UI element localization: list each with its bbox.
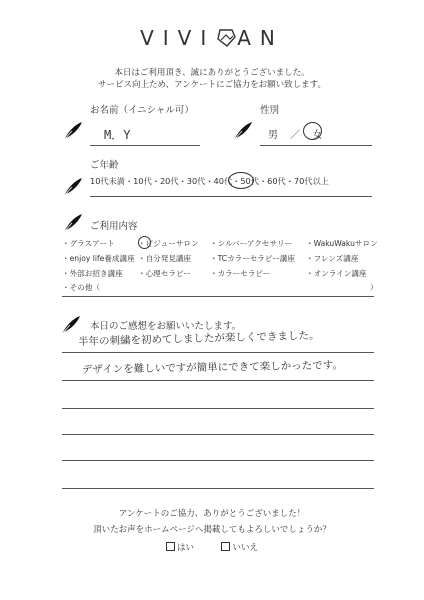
gender-male: 男 bbox=[268, 130, 278, 141]
name-value: M．Y bbox=[104, 128, 131, 142]
service-item: ・カラーセラピー bbox=[210, 269, 271, 278]
services-underline bbox=[62, 296, 374, 297]
gender-female: 女 bbox=[312, 130, 323, 141]
intro-line-2: サービス向上ため、アンケートにご協力をお願い致します。 bbox=[98, 80, 326, 90]
service-item: ・enjoy life養成講座 bbox=[62, 254, 135, 263]
service-other-close: ） bbox=[370, 283, 378, 292]
consent-no[interactable] bbox=[221, 543, 258, 553]
footer-line-2: 頂いたお声をホームページへ掲載してもよろしいでしょうか？ bbox=[93, 525, 331, 535]
impressions-rule-1 bbox=[62, 352, 374, 353]
age-options: 10代未満・10代・20代・30代・40代・50代・60代・70代以上 bbox=[90, 176, 329, 186]
service-selected-circle bbox=[138, 236, 151, 249]
service-item: ・心理セラピー bbox=[138, 269, 191, 278]
service-item: ・グラスアート bbox=[62, 239, 115, 248]
checkbox-icon[interactable] bbox=[221, 542, 230, 551]
impressions-label: 本日のご感想をお願いいたします。 bbox=[90, 321, 242, 332]
impressions-rule-3 bbox=[62, 408, 374, 409]
services-label: ご利用内容 bbox=[90, 221, 138, 232]
consent-yes-label: はい bbox=[177, 543, 195, 553]
quill-pen-icon bbox=[60, 314, 82, 336]
gender-label: 性別 bbox=[260, 105, 280, 116]
service-item: ・外部お招き講座 bbox=[62, 269, 123, 278]
service-item: ・自分発見講座 bbox=[138, 254, 192, 263]
brand-right: AN bbox=[237, 26, 284, 50]
impressions-rule-2 bbox=[62, 380, 374, 381]
footer-text bbox=[0, 508, 424, 536]
service-item: ・シルバーアクセサリー bbox=[210, 239, 293, 248]
consent-options bbox=[0, 541, 424, 553]
name-label: お名前（イニシャル可） bbox=[90, 105, 194, 116]
impressions-rule-6 bbox=[62, 488, 374, 489]
age-label: ご年齢 bbox=[90, 160, 119, 171]
service-item: ・オンライン講座 bbox=[306, 269, 367, 278]
checkbox-icon[interactable] bbox=[166, 542, 175, 551]
service-item: ・フレンズ講座 bbox=[306, 254, 359, 263]
service-item: ・WakuWakuサロン bbox=[306, 239, 378, 248]
impressions-line-2: デザインを難しいですが簡単にできて楽しかったです。 bbox=[81, 359, 344, 376]
service-item: ・ビジューサロン bbox=[138, 239, 199, 248]
intro-line-1: 本日はご利用頂き、誠にありがとうございました。 bbox=[114, 68, 310, 78]
consent-yes[interactable] bbox=[166, 543, 194, 553]
consent-no-label: いいえ bbox=[232, 543, 258, 553]
impressions-rule-4 bbox=[62, 434, 374, 435]
brand-left: VIVI bbox=[140, 26, 216, 50]
footer-line-1: アンケートのご協力、ありがとうございました！ bbox=[118, 509, 306, 519]
service-other-label: ・その他（ bbox=[62, 283, 100, 292]
impressions-line-1: 半年の刺繍を初めてしましたが楽しくできました。 bbox=[77, 329, 320, 348]
service-item: ・TCカラーセラピー講座 bbox=[210, 254, 295, 263]
gender-sep: ／ bbox=[290, 130, 301, 141]
impressions-rule-5 bbox=[62, 460, 374, 461]
